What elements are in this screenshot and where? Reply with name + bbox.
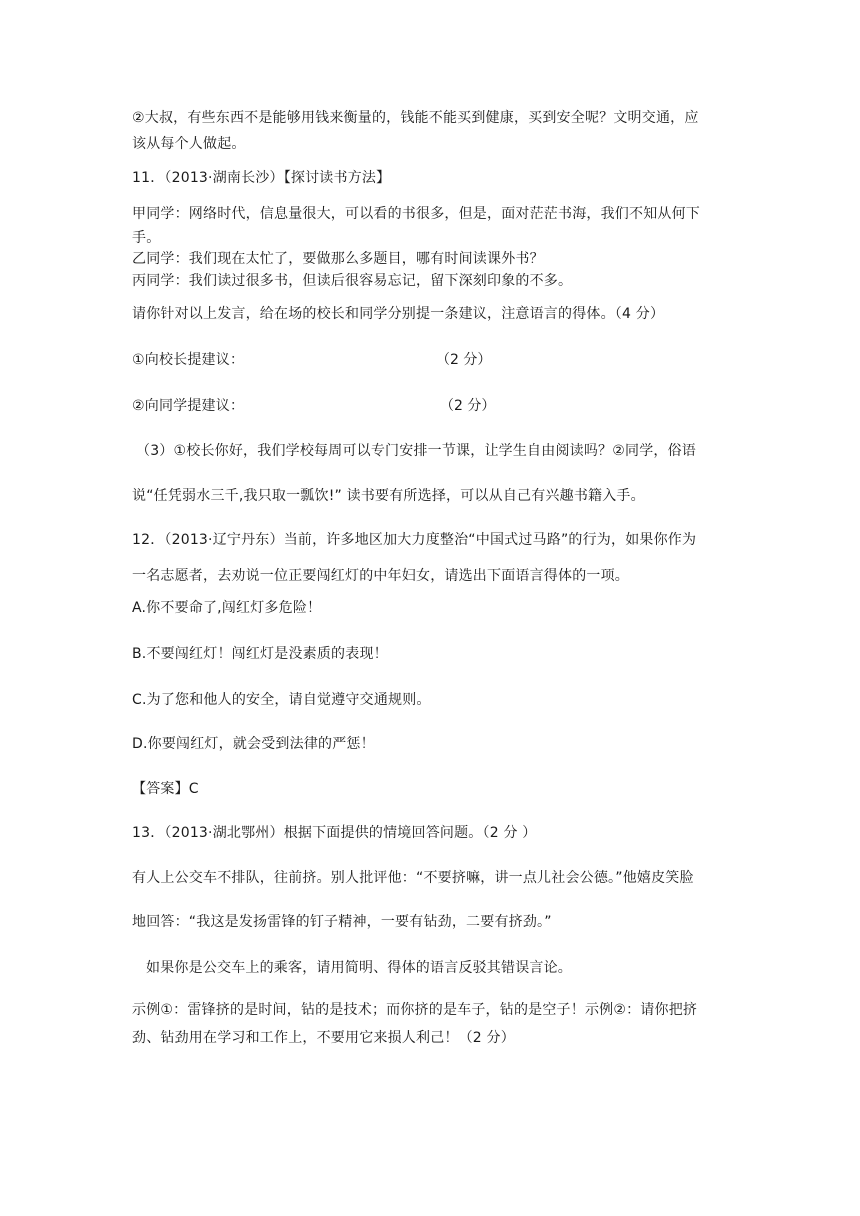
q11-jia-line-2: 手。 — [132, 230, 161, 246]
q13-example-line-1: 示例①：雷锋挤的是时间，钻的是技术；而你挤的是车子，钻的是空子！示例②：请你把挤 — [132, 1002, 698, 1018]
q13-context-line-1: 有人上公交车不排队，往前挤。别人批评他：“不要挤嘛，讲一点儿社会公德。”他嬉皮笑脸 — [132, 870, 694, 886]
q11-item-2-score: （2 分） — [440, 398, 496, 414]
q13-task: 如果你是公交车上的乘客，请用简明、得体的语言反驳其错误言论。 — [146, 960, 572, 976]
q11-heading: 11．（2013·湖南长沙）【探讨读书方法】 — [132, 170, 391, 186]
q10-answer-line-1: ②大叔，有些东西不是能够用钱来衡量的，钱能不能买到健康，买到安全呢？文明交通，应 — [132, 110, 699, 126]
q11-item-1-score: （2 分） — [436, 352, 492, 368]
q11-jia-line-1: 甲同学：网络时代，信息量很大，可以看的书很多，但是，面对茫茫书海，我们不知从何下 — [132, 206, 700, 222]
q12-option-b: B.不要闯红灯！闯红灯是没素质的表现！ — [132, 646, 388, 662]
q12-option-c: C.为了您和他人的安全，请自觉遵守交通规则。 — [132, 692, 431, 708]
q11-item-1-label: ①向校长提建议： — [132, 352, 245, 368]
q11-instruction: 请你针对以上发言，给在场的校长和同学分别提一条建议，注意语言的得体。（4 分） — [132, 306, 665, 322]
q13-context-line-2: 地回答：“我这是发扬雷锋的钉子精神，一要有钻劲，二要有挤劲。” — [132, 914, 552, 930]
q12-line-1: 12．（2013·辽宁丹东）当前，许多地区加大力度整治“中国式过马路”的行为，如果你作为 — [132, 532, 697, 548]
q11-yi-statement: 乙同学：我们现在太忙了，要做那么多题目，哪有时间读课外书？ — [132, 251, 544, 267]
q10-answer-line-2: 该从每个人做起。 — [132, 136, 246, 152]
q12-option-d: D.你要闯红灯，就会受到法律的严惩！ — [132, 736, 375, 752]
q13-example-line-2: 劲、钻劲用在学习和工作上，不要用它来损人利己！（2 分） — [132, 1030, 515, 1046]
q12-line-2: 一名志愿者，去劝说一位正要闯红灯的中年妇女，请选出下面语言得体的一项。 — [132, 568, 629, 584]
q12-option-a: A.你不要命了,闯红灯多危险！ — [132, 600, 322, 616]
q11-answer-line-2: 说“任凭弱水三千,我只取一瓢饮!” 读书要有所选择，可以从自己有兴趣书籍入手。 — [132, 488, 645, 504]
q12-answer: 【答案】C — [132, 781, 199, 797]
q11-item-2-label: ②向同学提建议： — [132, 398, 245, 414]
q11-bing-statement: 丙同学：我们读过很多书，但读后很容易忘记，留下深刻印象的不多。 — [132, 273, 573, 289]
q11-answer-line-1: （3）①校长你好，我们学校每周可以专门安排一节课，让学生自由阅读吗？②同学，俗语 — [136, 443, 697, 459]
q13-heading: 13．（2013·湖北鄂州）根据下面提供的情境回答问题。（2 分 ） — [132, 825, 537, 841]
